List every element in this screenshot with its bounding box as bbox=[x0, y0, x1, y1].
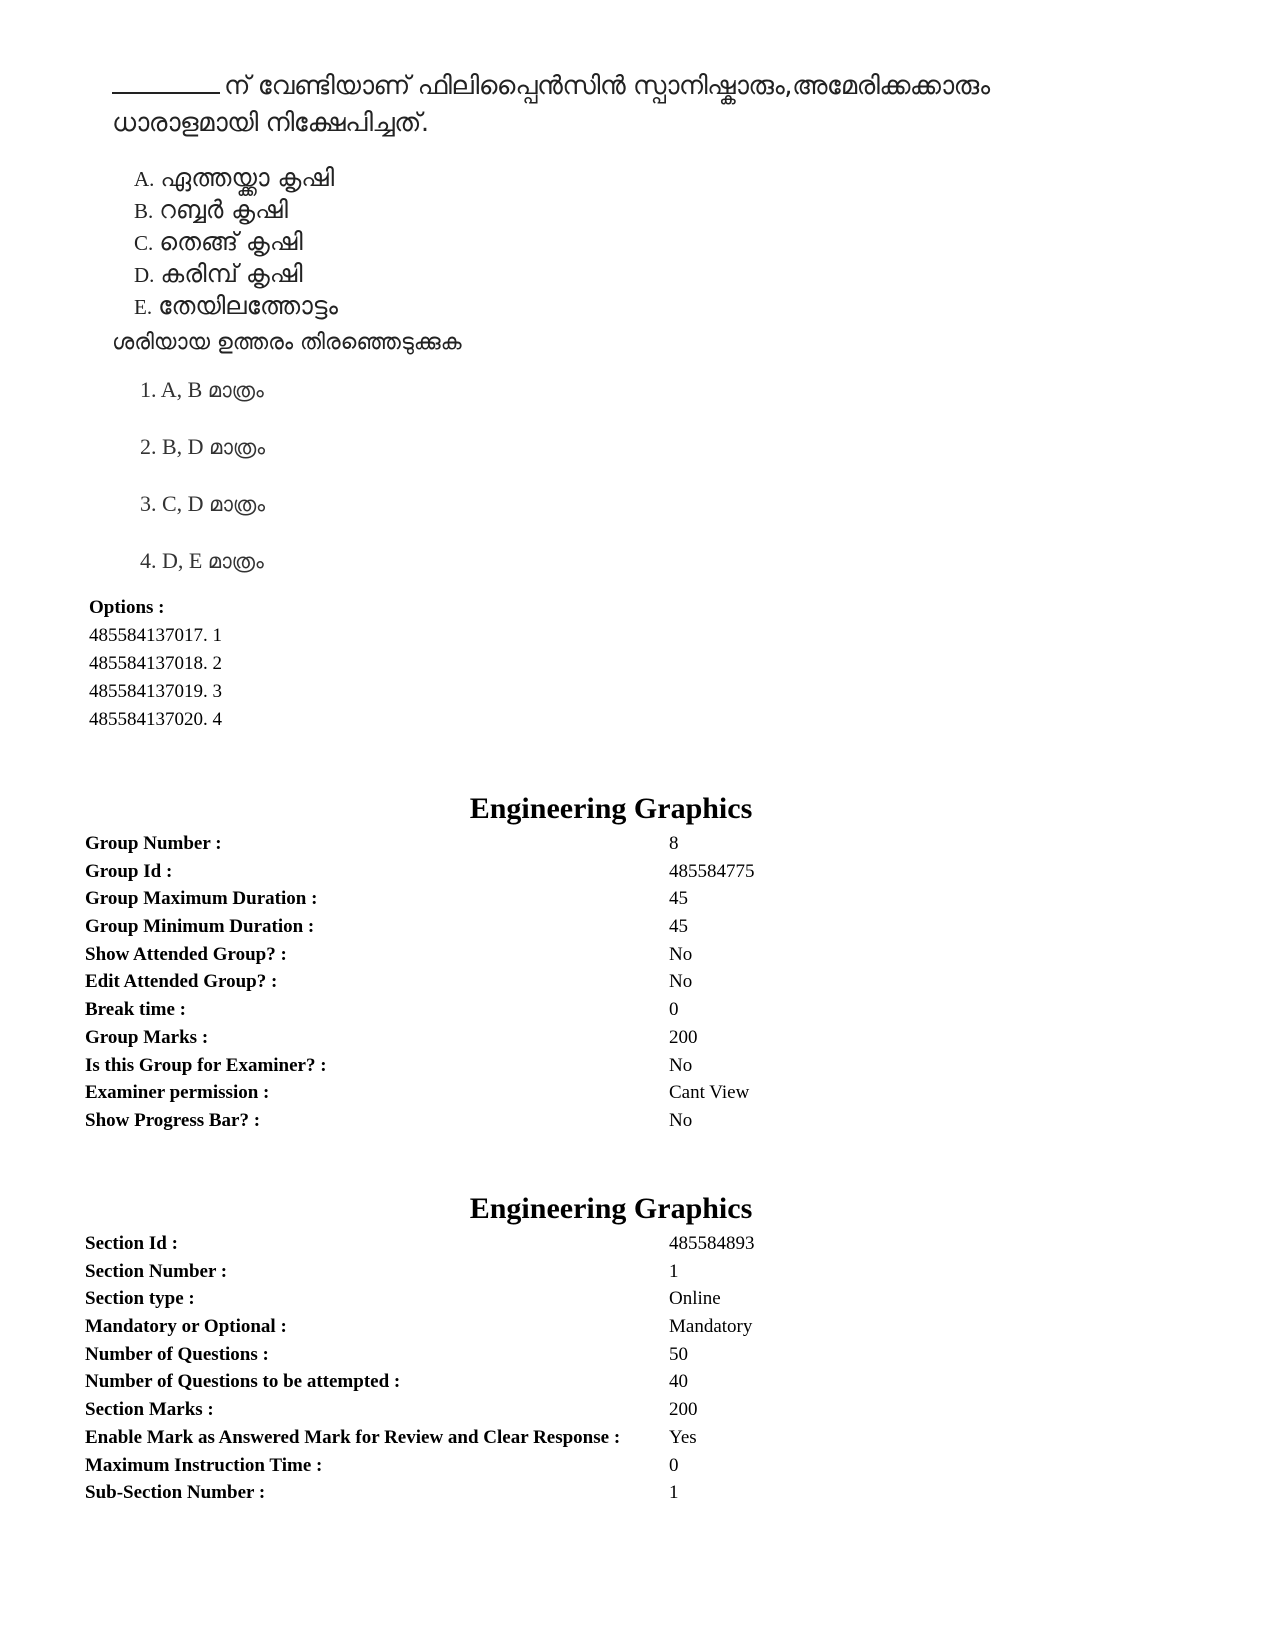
section-title: Engineering Graphics bbox=[469, 1192, 753, 1225]
answer-suffix: മാത്രം bbox=[209, 492, 266, 516]
detail-label: Break time : bbox=[85, 999, 186, 1021]
answer-list bbox=[140, 378, 265, 606]
choice-text: റബ്ബർ കൃഷി bbox=[159, 195, 288, 224]
detail-label: Section Marks : bbox=[85, 1399, 214, 1421]
choice-item bbox=[134, 162, 338, 194]
answer-prefix: 1. A, B bbox=[140, 377, 203, 402]
detail-label: Maximum Instruction Time : bbox=[85, 1454, 323, 1476]
detail-label: Section type : bbox=[85, 1288, 195, 1310]
show-attended-group-row bbox=[85, 941, 1085, 969]
detail-label: Group Minimum Duration : bbox=[85, 916, 315, 938]
detail-label: Number of Questions : bbox=[85, 1343, 269, 1365]
group-min-duration-row bbox=[85, 913, 1085, 941]
choice-item bbox=[134, 290, 338, 322]
options-block bbox=[89, 594, 222, 734]
detail-value: 485584893 bbox=[669, 1233, 755, 1254]
answer-suffix: മാത്രം bbox=[207, 549, 264, 573]
option-item: 485584137017. 1 bbox=[89, 625, 222, 646]
detail-value: 45 bbox=[669, 888, 688, 910]
option-item: 485584137020. 4 bbox=[89, 709, 222, 730]
choice-text: കരിമ്പ് കൃഷി bbox=[160, 259, 303, 288]
detail-label: Group Maximum Duration : bbox=[85, 888, 318, 910]
detail-value: 0 bbox=[669, 999, 679, 1021]
detail-value: 8 bbox=[669, 833, 679, 854]
detail-value: 1 bbox=[669, 1482, 679, 1504]
detail-label: Group Id : bbox=[85, 860, 173, 882]
detail-value: Cant View bbox=[669, 1082, 750, 1104]
choice-letter: E. bbox=[134, 295, 153, 319]
choice-list bbox=[134, 162, 338, 322]
detail-label: Is this Group for Examiner? : bbox=[85, 1054, 327, 1076]
section-number-row bbox=[85, 1258, 1085, 1286]
detail-value: 0 bbox=[669, 1454, 679, 1476]
detail-label: Edit Attended Group? : bbox=[85, 971, 278, 993]
answer-prefix: 2. B, D bbox=[140, 434, 204, 459]
choice-text: ഏത്തയ്ക്കാ കൃഷി bbox=[160, 163, 335, 192]
detail-value: 50 bbox=[669, 1343, 688, 1365]
detail-value: No bbox=[669, 1109, 693, 1131]
group-details bbox=[85, 830, 1085, 1135]
sub-section-number-row bbox=[85, 1479, 1085, 1507]
question-stem-text-1: ന് വേണ്ടിയാണ് ഫിലിപ്പൈൻസിൻ സ്പാനിഷ്കാരും,അമേരിക്കക്കാരും bbox=[224, 71, 990, 101]
edit-attended-group-row bbox=[85, 968, 1085, 996]
choice-letter: D. bbox=[134, 263, 155, 287]
group-marks-row bbox=[85, 1024, 1085, 1052]
group-for-examiner-row bbox=[85, 1052, 1085, 1080]
group-number-row bbox=[85, 830, 1085, 858]
detail-label: Sub-Section Number : bbox=[85, 1482, 266, 1504]
number-of-questions-row bbox=[85, 1341, 1085, 1369]
answer-blank bbox=[112, 70, 220, 94]
section-id-row bbox=[85, 1230, 1085, 1258]
detail-value: 200 bbox=[669, 1026, 698, 1048]
choice-item bbox=[134, 226, 338, 258]
detail-value: Mandatory bbox=[669, 1316, 753, 1338]
detail-label: Group Marks : bbox=[85, 1026, 209, 1048]
questions-to-attempt-row bbox=[85, 1368, 1085, 1396]
answer-item bbox=[140, 492, 265, 549]
detail-label: Show Attended Group? : bbox=[85, 943, 287, 965]
detail-value: No bbox=[669, 1054, 693, 1076]
detail-label: Show Progress Bar? : bbox=[85, 1109, 261, 1131]
options-heading: Options : bbox=[89, 597, 165, 618]
section-details bbox=[85, 1230, 1085, 1507]
choice-text: തേയിലത്തോട്ടം bbox=[158, 291, 338, 320]
detail-value: No bbox=[669, 971, 693, 993]
detail-label: Enable Mark as Answered Mark for Review and Clear Response : bbox=[85, 1426, 621, 1448]
question-instruction: ശരിയായ ഉത്തരം തിരഞ്ഞെടുക്കുക bbox=[112, 330, 462, 355]
examiner-permission-row bbox=[85, 1079, 1085, 1107]
choice-letter: B. bbox=[134, 199, 154, 223]
detail-value: 45 bbox=[669, 916, 688, 938]
group-title: Engineering Graphics bbox=[469, 792, 753, 825]
group-max-duration-row bbox=[85, 885, 1085, 913]
option-item: 485584137019. 3 bbox=[89, 681, 222, 702]
mandatory-optional-row bbox=[85, 1313, 1085, 1341]
choice-text: തെങ്ങ് കൃഷി bbox=[159, 227, 303, 256]
answer-prefix: 4. D, E bbox=[140, 548, 203, 573]
show-progress-bar-row bbox=[85, 1107, 1085, 1135]
detail-label: Number of Questions to be attempted : bbox=[85, 1371, 401, 1393]
detail-value: 40 bbox=[669, 1371, 688, 1393]
detail-label: Section Id : bbox=[85, 1233, 178, 1254]
detail-value: 1 bbox=[669, 1260, 679, 1282]
question-image bbox=[100, 70, 1100, 610]
question-stem-line-1 bbox=[112, 70, 990, 102]
detail-value: No bbox=[669, 943, 693, 965]
choice-letter: A. bbox=[134, 167, 155, 191]
section-type-row bbox=[85, 1285, 1085, 1313]
answer-suffix: മാത്രം bbox=[209, 435, 266, 459]
group-id-row bbox=[85, 858, 1085, 886]
detail-label: Mandatory or Optional : bbox=[85, 1316, 287, 1338]
detail-label: Examiner permission : bbox=[85, 1082, 270, 1104]
max-instruction-time-row bbox=[85, 1452, 1085, 1480]
detail-value: 485584775 bbox=[669, 860, 755, 882]
detail-label: Section Number : bbox=[85, 1260, 228, 1282]
detail-value: 200 bbox=[669, 1399, 698, 1421]
enable-mark-answered-row bbox=[85, 1424, 1085, 1452]
detail-label: Group Number : bbox=[85, 833, 222, 854]
break-time-row bbox=[85, 996, 1085, 1024]
answer-item bbox=[140, 378, 265, 435]
choice-letter: C. bbox=[134, 231, 154, 255]
detail-value: Yes bbox=[669, 1426, 697, 1448]
answer-suffix: മാത്രം bbox=[207, 378, 264, 402]
detail-value: Online bbox=[669, 1288, 721, 1310]
option-item: 485584137018. 2 bbox=[89, 653, 222, 674]
choice-item bbox=[134, 194, 338, 226]
answer-prefix: 3. C, D bbox=[140, 491, 204, 516]
section-marks-row bbox=[85, 1396, 1085, 1424]
choice-item bbox=[134, 258, 338, 290]
question-stem-line-2: ധാരാളമായി നിക്ഷേപിച്ചത്. bbox=[112, 108, 429, 138]
answer-item bbox=[140, 435, 265, 492]
